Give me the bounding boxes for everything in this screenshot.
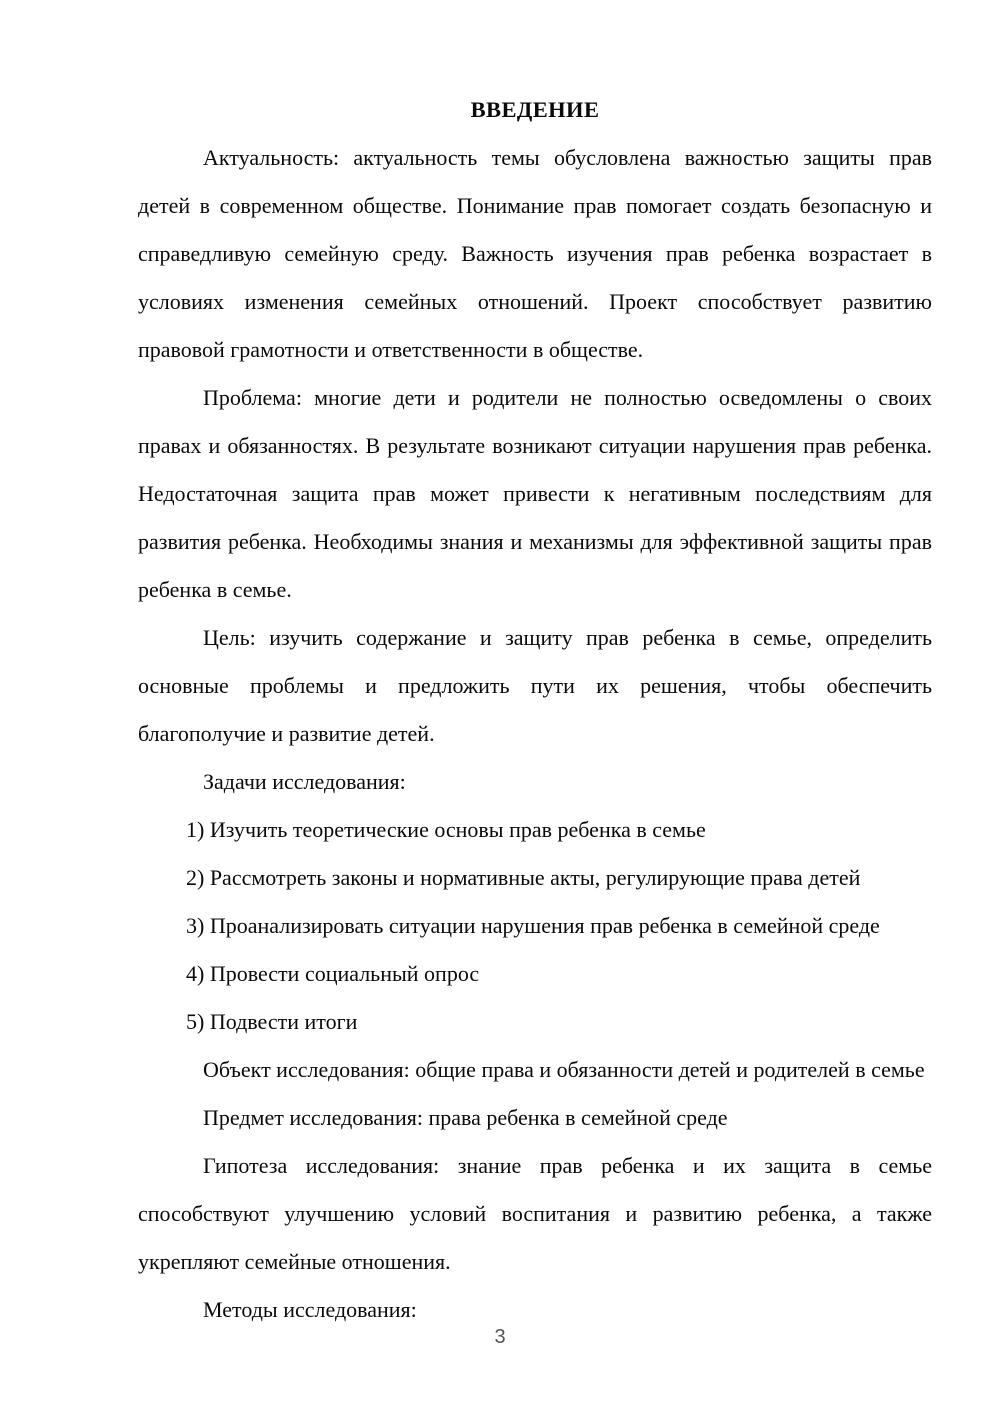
task-item-2: 2) Рассмотреть законы и нормативные акты, регулирующие права детей (186, 865, 861, 890)
task-item-3: 3) Проанализировать ситуации нарушения прав ребенка в семейной среде (186, 913, 880, 938)
tasks-heading: Задачи исследования: (203, 769, 406, 794)
page-title: ВВЕДЕНИЕ (470, 97, 600, 122)
task-item-5: 5) Подвести итоги (186, 1009, 358, 1034)
paragraph-object: Объект исследования: общие права и обязанности детей и родителей в семье (203, 1057, 925, 1082)
paragraph-goal: Цель: изучить содержание и защиту прав ребенка в семье, определить основные проблемы и предложить пути их решения, чтобы обеспечить благополучие и развитие детей. (138, 625, 932, 746)
paragraph-subject: Предмет исследования: права ребенка в семейной среде (203, 1105, 728, 1130)
page-number: 3 (494, 1326, 506, 1348)
methods-heading: Методы исследования: (203, 1297, 417, 1322)
paragraph-hypothesis: Гипотеза исследования: знание прав ребенка и их защита в семье способствуют улучшению условий воспитания и развитию ребенка, а также укрепляют семейные отношения. (138, 1153, 932, 1274)
document-body (138, 86, 932, 1334)
task-item-1: 1) Изучить теоретические основы прав ребенка в семье (186, 817, 706, 842)
task-item-4: 4) Провести социальный опрос (186, 961, 480, 986)
paragraph-problem: Проблема: многие дети и родители не полностью осведомлены о своих правах и обязанностях. В результате возникают ситуации нарушения прав ребенка. Недостаточная защита прав может привести к негативным последствиям для развития ребенка. Необходимы знания и механизмы для эффективной защиты прав ребенка в семье. (138, 385, 932, 602)
paragraph-relevance: Актуальность: актуальность темы обусловлена важностью защиты прав детей в современном обществе. Понимание прав помогает создать безопасную и справедливую семейную среду. Важность изучения прав ребенка возрастает в условиях изменения семейных отношений. Проект способствует развитию правовой грамотности и ответственности в обществе. (138, 145, 932, 362)
